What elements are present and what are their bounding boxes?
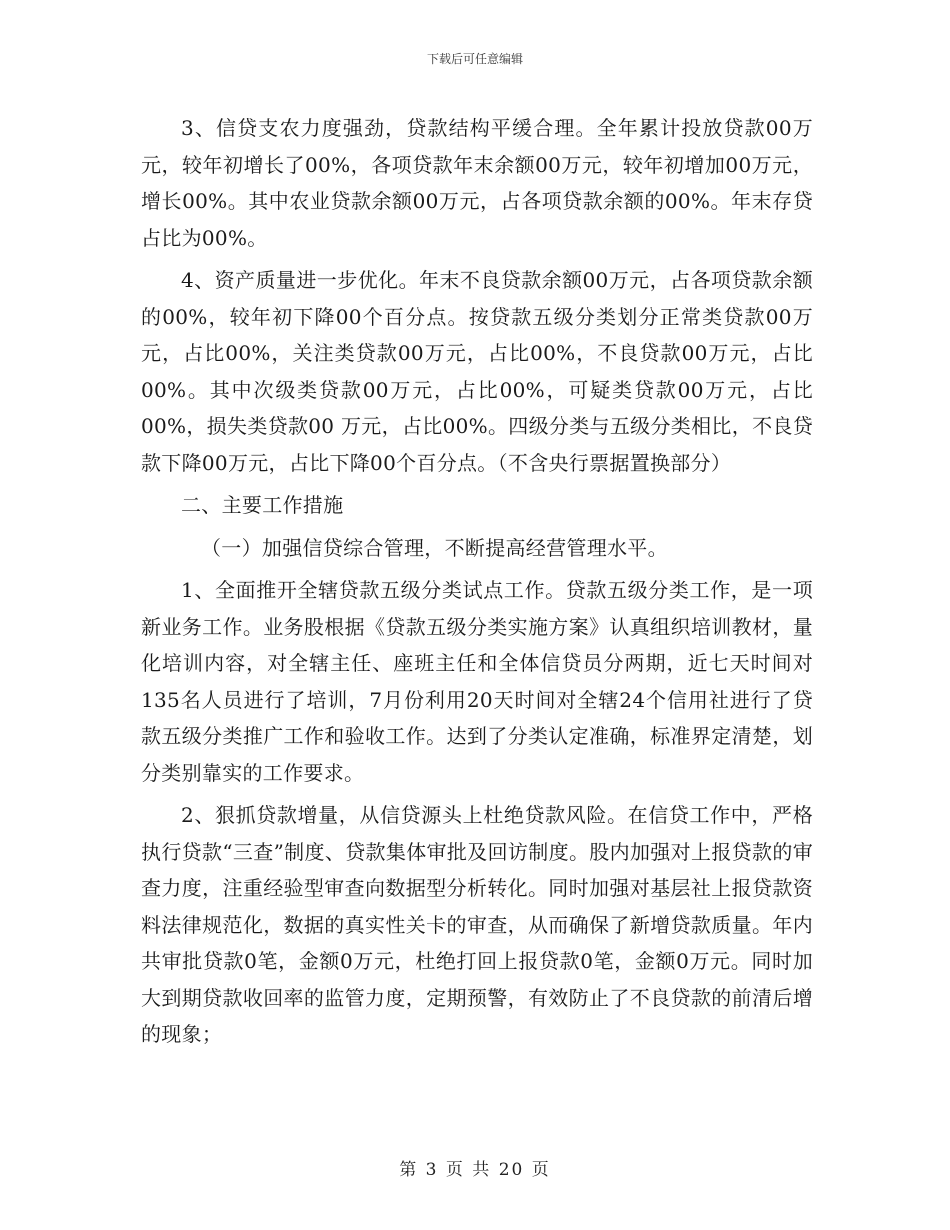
subsection-heading-credit-management: （一）加强信贷综合管理，不断提高经营管理水平。 — [201, 535, 668, 560]
section-heading-measures: 二、主要工作措施 — [181, 493, 344, 517]
document-body — [141, 110, 813, 1059]
paragraph-credit-agriculture: 3、信贷支农力度强劲，贷款结构平缓合理。全年累计投放贷款00万元，较年初增长了00%，各项贷款年末余额00万元，较年初增加00万元，增长00%。其中农业贷款余额00万元，占各项贷款余额的00%。年末存贷占比为00%。 — [141, 116, 813, 250]
page-footer: 第 3 页 共 20 页 — [399, 1160, 551, 1180]
paragraph-loan-increment: 2、狠抓贷款增量，从信贷源头上杜绝贷款风险。在信贷工作中，严格执行贷款“三查”制度、贷款集体审批及回访制度。股内加强对上报贷款的审查力度，注重经验型审查向数据型分析转化。同时加强对基层社上报贷款资料法律规范化，数据的真实性关卡的审查，从而确保了新增贷款质量。年内共审批贷款0笔，金额0万元，杜绝打回上报贷款0笔，金额0万元。同时加大到期贷款收回率的监管力度，定期预警，有效防止了不良贷款的前清后增的现象； — [141, 803, 813, 1046]
paragraph-five-level-classification: 1、全面推开全辖贷款五级分类试点工作。贷款五级分类工作，是一项新业务工作。业务股根据《贷款五级分类实施方案》认真组织培训教材，量化培训内容，对全辖主任、座班主任和全体信贷员分两期，近七天时间对135名人员进行了培训，7月份利用20天时间对全辖24个信用社进行了贷款五级分类推广工作和验收工作。达到了分类认定准确，标准界定清楚，划分类别靠实的工作要求。 — [141, 578, 813, 785]
paragraph-asset-quality: 4、资产质量进一步优化。年末不良贷款余额00万元，占各项贷款余额的00%，较年初下降00个百分点。按贷款五级分类划分正常类贷款00万元，占比00%，关注类贷款00万元，占比00%，不良贷款00万元，占比00%。其中次级类贷款00万元，占比00%，可疑类贷款00万元，占比00%，损失类贷款00 万元，占比00%。四级分类与五级分类相比，不良贷款下降00万元，占比下降00个百分点。（不含央行票据置换部分） — [141, 268, 813, 475]
page-header: 下载后可任意编辑 — [426, 52, 523, 66]
